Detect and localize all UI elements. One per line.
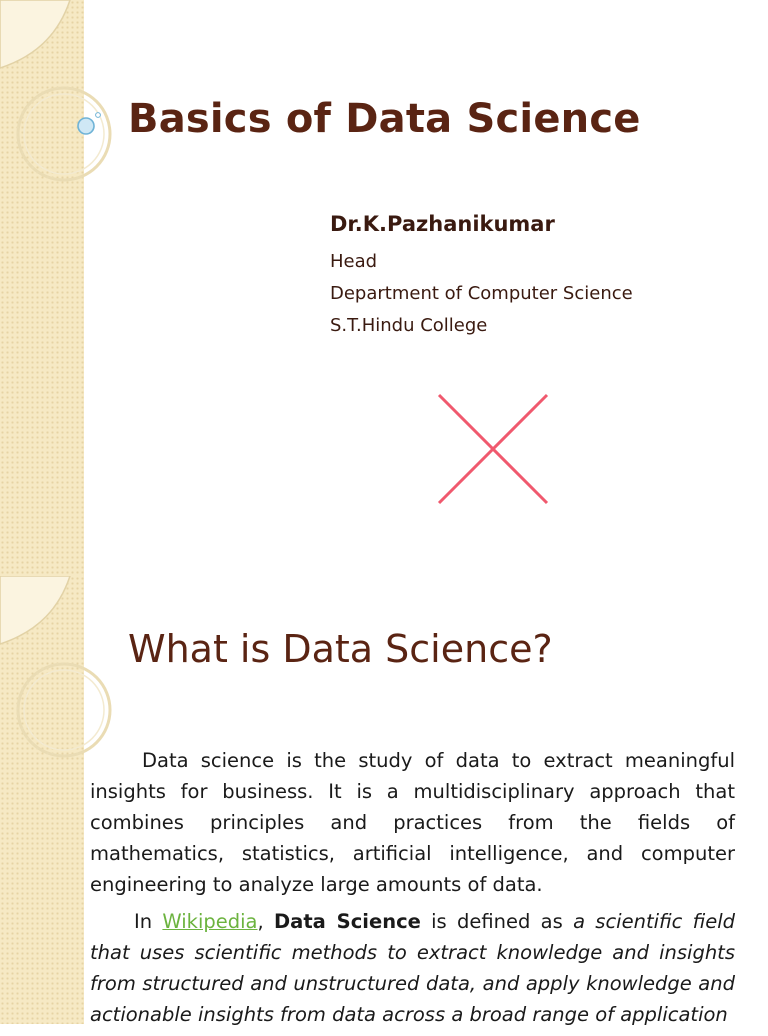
slide-title-text: Basics of Data Science	[128, 96, 641, 142]
paragraph-definition-intro	[90, 745, 735, 900]
body-text	[90, 745, 735, 1036]
author-name: Dr.K.Pazhanikumar	[330, 212, 555, 236]
bullet-circle-icon	[76, 110, 106, 136]
author-position: Head	[330, 251, 378, 272]
data-science-term: Data Science	[273, 910, 421, 933]
data-science-definition: a scientific field that uses scientific methods to extract knowledge and insights from structured and unstructured data, and apply knowledge and actionable insights from data across a broad range of application	[90, 910, 735, 1026]
paragraph-1-text: Data science is the study of data to extract meaningful insights for business. It is a multidisciplinary approach that combines principles and practices from the fields of mathematics, statistics, artificial intelligence, and computer engineering to analyze large amounts of data.	[90, 749, 735, 896]
wikipedia-link[interactable]: Wikipedia	[162, 910, 258, 933]
paragraph-2-prefix: In	[134, 910, 163, 933]
paragraph-2-comma: ,	[257, 910, 274, 933]
author-college: S.T.Hindu College	[330, 315, 488, 336]
author-department: Department of Computer Science	[330, 283, 633, 304]
paragraph-2-middle: is defined as	[420, 910, 574, 933]
author-block	[330, 212, 633, 342]
slide2-title-text: What is Data Science?	[128, 627, 553, 671]
x-mark-icon	[436, 392, 550, 506]
paragraph-wikipedia	[90, 906, 735, 1030]
